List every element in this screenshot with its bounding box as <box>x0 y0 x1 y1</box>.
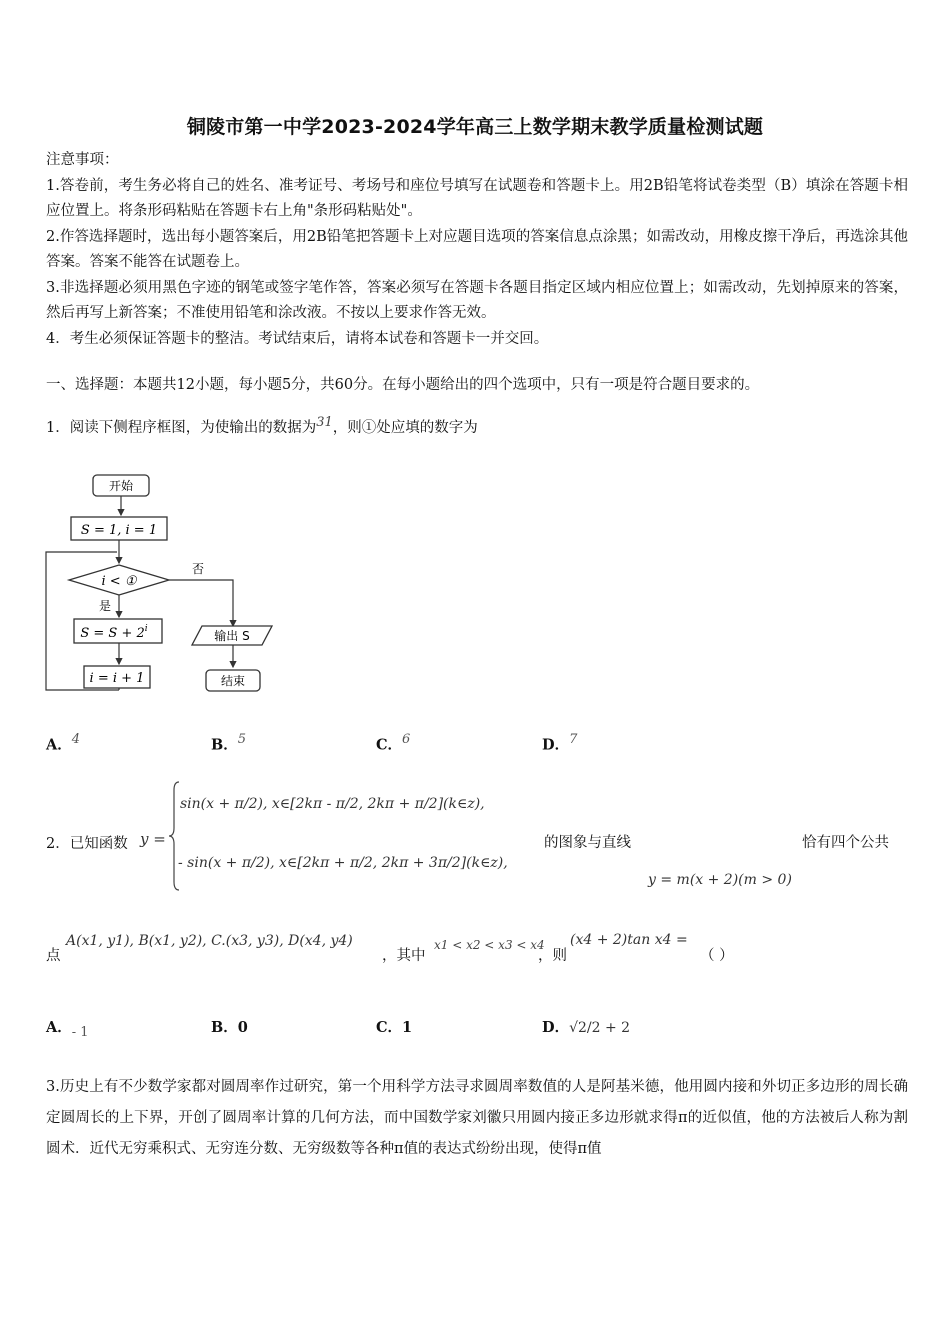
q2-line2-prefix: 点 <box>46 948 61 964</box>
flow-decision-label: i < ① <box>101 574 137 589</box>
option-value: 1 <box>402 1019 413 1036</box>
flow-start-label: 开始 <box>108 479 134 493</box>
section-heading: 一、选择题：本题共12小题，每小题5分，共60分。在每小题给出的四个选项中，只有一项是符合题目要求的。 <box>46 377 760 393</box>
flow-init-label: S = 1, i = 1 <box>80 523 158 538</box>
question-3-text: 3.历史上有不少数学家都对圆周率作过研究，第一个用科学方法寻求圆周率数值的人是阿基米德，他用圆内接和外切正多边形的周长确定圆周长的上下界，开创了圆周率计算的几何方法，而中国数学家刘徽只用圆内接正多边形就求得π的近似值，他的方法被后人称为割圆术．近代无穷乘积式、无穷连分数、无穷级数等各种π值的表达式纷纷出现，使得π值 <box>46 1079 908 1157</box>
q2-line-eq: y = m(x + 2)(m > 0) <box>648 872 792 888</box>
q2-option-b[interactable] <box>211 1016 248 1037</box>
option-value: 4 <box>71 732 81 747</box>
q1-option-b[interactable] <box>211 732 246 754</box>
option-value: √2/2 + 2 <box>569 1020 631 1036</box>
q1-text-after: ，则①处应填的数字为 <box>332 419 478 436</box>
page-title: 铜陵市第一中学2023-2024学年高三上数学期末教学质量检测试题 <box>186 116 764 138</box>
q1-text-before: 1．阅读下侧程序框图，为使输出的数据为 <box>46 419 317 436</box>
flow-output-label: 输出 S <box>214 629 250 643</box>
flow-increment-label: i = i + 1 <box>89 671 145 686</box>
q2-tail-text: 恰有四个公共 <box>802 835 889 851</box>
q2-brace <box>168 780 180 892</box>
q2-order: x1 < x2 < x3 < x4 <box>434 938 545 952</box>
flowchart <box>40 468 280 708</box>
q2-y: y = <box>140 830 166 848</box>
flow-yes-label: 是 <box>98 599 112 613</box>
option-letter: B． <box>211 1019 238 1036</box>
option-value: 7 <box>569 732 578 747</box>
q1-option-a[interactable] <box>46 732 80 754</box>
q2-case-1: sin(x + π/2), x∈[2kπ - π/2, 2kπ + π/2](k∈z), <box>180 796 485 812</box>
option-value: 5 <box>237 732 247 747</box>
q2-option-a[interactable] <box>46 1016 89 1040</box>
option-value: 0 <box>237 1019 248 1036</box>
note-item: 3.非选择题必须用黑色字迹的钢笔或签字笔作答，答案必须写在答题卡各题目指定区域内相应位置上；如需改动，先划掉原来的答案，然后再写上新答案；不准使用铅笔和涂改液。不按以上要求作答无效。 <box>46 279 908 321</box>
notes-section <box>46 148 908 352</box>
flow-sum-exp: i <box>144 624 148 634</box>
option-letter: C． <box>376 1019 403 1036</box>
note-item: 4．考生必须保证答题卡的整洁。考试结束后，请将本试卷和答题卡一并交回。 <box>46 330 549 347</box>
flow-sum-label <box>80 624 147 641</box>
q2-then: ，则 <box>538 948 567 964</box>
q1-option-d[interactable] <box>542 732 577 754</box>
option-letter: B． <box>211 736 238 754</box>
q2-option-d[interactable] <box>542 1016 630 1037</box>
option-letter: A． <box>46 736 72 754</box>
q1-option-c[interactable] <box>376 732 410 754</box>
option-letter: C． <box>376 736 403 754</box>
option-letter: D． <box>542 1019 570 1036</box>
q2-points: A(x1, y1), B(x1, y2), C.(x3, y3), D(x4, y4) <box>66 933 353 949</box>
q2-answer-paren: （ ） <box>700 948 734 964</box>
option-letter: A． <box>46 1019 72 1036</box>
notes-heading: 注意事项： <box>46 152 119 168</box>
flow-no-label: 否 <box>191 562 205 576</box>
note-item: 1.答卷前，考生务必将自己的姓名、准考证号、考场号和座位号填写在试题卷和答题卡上。用2B铅笔将试卷类型（B）填涂在答题卡相应位置上。将条形码粘贴在答题卡右上角"条形码粘贴处"。 <box>46 177 908 219</box>
flow-end-label: 结束 <box>220 674 246 688</box>
q1-output-value: 31 <box>316 415 333 430</box>
question-1-stem <box>46 410 478 441</box>
q2-case-2: - sin(x + π/2), x∈[2kπ + π/2, 2kπ + 3π/2](k∈z), <box>178 855 508 871</box>
option-letter: D． <box>542 736 570 754</box>
q2-where: ，其中 <box>382 948 426 964</box>
note-item: 2.作答选择题时，选出每小题答案后，用2B铅笔把答题卡上对应题目选项的答案信息点涂黑；如需改动，用橡皮擦干净后，再选涂其他答案。答案不能答在试题卷上。 <box>46 228 908 270</box>
q2-option-c[interactable] <box>376 1016 412 1037</box>
q2-expression: (x4 + 2)tan x4 = <box>570 932 688 948</box>
q2-mid-text: 的图象与直线 <box>544 835 631 851</box>
q2-prefix: 2．已知函数 <box>46 836 128 852</box>
flow-sum-text: S = S + 2 <box>80 626 145 641</box>
option-value: - 1 <box>71 1025 89 1041</box>
option-value: 6 <box>402 732 411 747</box>
